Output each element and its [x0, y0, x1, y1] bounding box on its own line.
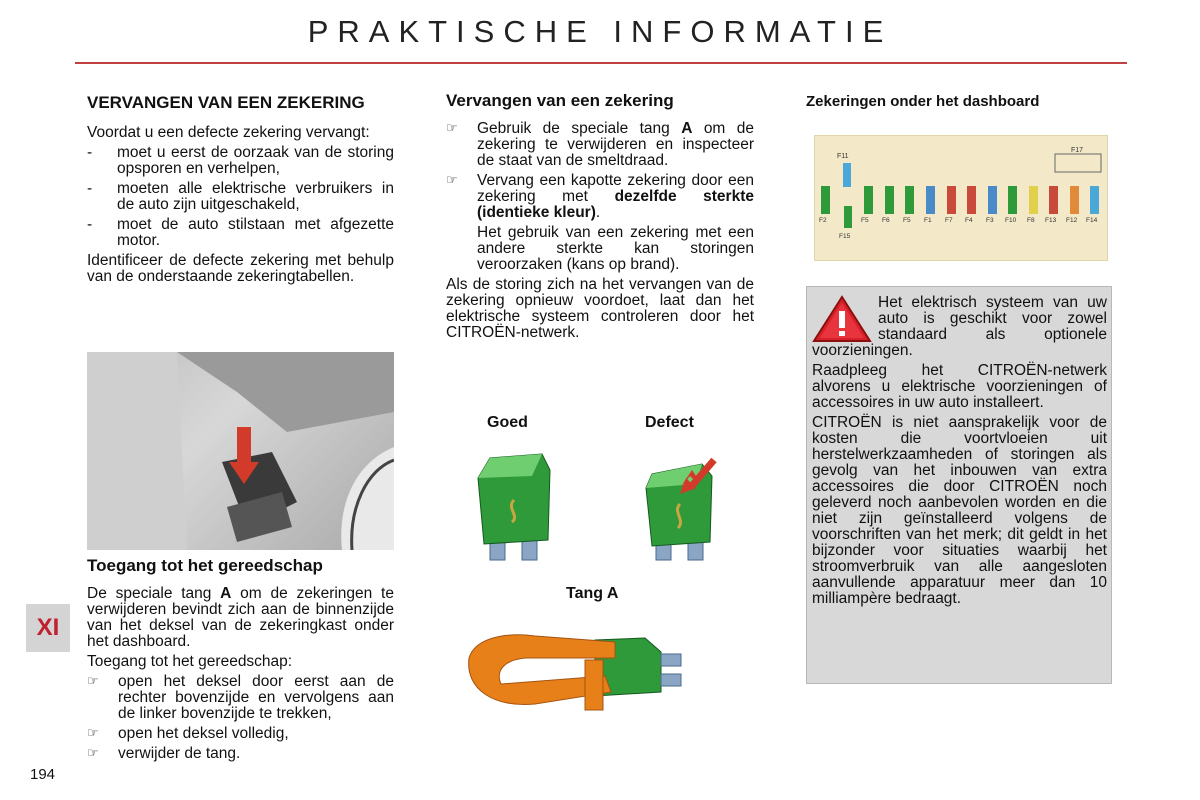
list-item: ☞ verwijder de tang. — [87, 745, 241, 762]
access-intro: Toegang tot het gereedschap: — [87, 653, 293, 670]
fuse-label: F2 — [819, 217, 827, 224]
access-heading: Toegang tot het gereedschap — [87, 556, 323, 575]
hand-pointer-icon: ☞ — [87, 745, 99, 760]
fuse-label: F11 — [837, 153, 849, 160]
dashboard-fuses-heading: Zekeringen onder het dashboard — [806, 93, 1040, 110]
fuse-label: F17 — [1071, 147, 1084, 154]
hand-pointer-icon: ☞ — [87, 673, 99, 688]
fuse-label: F12 — [1066, 217, 1078, 224]
warning-box — [806, 286, 1112, 684]
fuse-label: F4 — [965, 217, 973, 224]
fuse-puller-illustration — [465, 618, 705, 714]
list-item: ☞ open het deksel door eerst aan de rechter bovenzijde en vervolgens aan de linker bovenzijde te trekken, — [87, 673, 394, 722]
fuse-label: F7 — [945, 217, 953, 224]
access-paragraph: De speciale tang A om de zekeringen te verwijderen bevindt zich aan de binnenzijde van het deksel van de zekeringkast onder het dashboard. — [87, 585, 394, 650]
defect-fuse-illustration — [640, 448, 730, 568]
label-defect: Defect — [645, 414, 694, 431]
warning-note: Het gebruik van een zekering met een andere sterkte kan storingen veroorzaken (kans op brand). — [477, 224, 754, 273]
list-item: - moet de auto stilstaan met afgezette motor. — [87, 216, 394, 249]
fusebox-diagram — [814, 135, 1108, 261]
label-good: Goed — [487, 414, 528, 431]
warning-triangle-icon — [812, 295, 872, 343]
left-column — [87, 94, 394, 289]
fuse-label: F3 — [986, 217, 994, 224]
replace-steps — [446, 121, 754, 221]
fuse-label: F13 — [1045, 217, 1057, 224]
fuse-label: F10 — [1005, 217, 1017, 224]
list-item: ☞ Vervang een kapotte zekering door een zekering met dezelfde sterkte (identieke kleur). — [446, 172, 754, 221]
good-fuse-illustration — [470, 448, 560, 568]
fuse-label: F6 — [882, 217, 890, 224]
section-heading: VERVANGEN VAN EEN ZEKERING — [87, 93, 365, 112]
fuse-label: F1 — [924, 217, 932, 224]
list-item: ☞ open het deksel volledig, — [87, 725, 289, 742]
fusebox-photo — [87, 352, 394, 550]
intro-text: Voordat u een defecte zekering vervangt: — [87, 124, 370, 141]
page-header: PRAKTISCHE INFORMATIE — [307, 14, 893, 49]
page-number: 194 — [30, 766, 56, 783]
list-item: - moet u eerst de oorzaak van de storing opsporen en verhelpen, — [87, 144, 394, 177]
list-item: ☞ Gebruik de speciale tang A om de zekering te verwijderen en inspecteer de staat van de smeltdraad. — [446, 120, 755, 169]
after-text: Als de storing zich na het vervangen van de zekering opnieuw voordoet, laat dan het elektrische systeem controleren door het CITROËN-netwerk. — [446, 276, 754, 341]
label-tang: Tang A — [566, 585, 619, 602]
fuse-label: F5 — [903, 217, 911, 224]
left-column-lower — [87, 558, 394, 766]
warning-paragraph: Raadpleeg het CITROËN-netwerk alvorens u elektrische voorzieningen of accessoires in uw auto installeert. — [812, 362, 1107, 411]
fuse-label: F15 — [839, 233, 851, 240]
fuse-label: F14 — [1086, 217, 1098, 224]
list-item: - moeten alle elektrische verbruikers in de auto zijn uitgeschakeld, — [87, 180, 394, 213]
hand-pointer-icon: ☞ — [446, 172, 458, 187]
access-steps — [87, 674, 394, 762]
middle-column — [446, 93, 754, 345]
warning-paragraph: CITROËN is niet aansprakelijk voor de kosten die voortvloeien uit herstelwerkzaamheden of storingen als gevolg van het inbouwen van extra accessoires die door CITROËN noch geleverd noch aanbevolen worden en die niet zijn geïnstalleerd volgens de voorschriften van het merk; dit geldt in het bijzonder voor situaties waarbij het stroomverbruik van alle aangesloten aanvullende apparatuur meer dan 10 milliampère bedraagt. — [812, 414, 1107, 607]
identify-text: Identificeer de defecte zekering met behulp van de onderstaande zekeringtabellen. — [87, 252, 394, 285]
hand-pointer-icon: ☞ — [446, 120, 458, 135]
precondition-list — [87, 145, 394, 249]
warning-paragraph: Het elektrisch systeem van uw auto is geschikt voor zowel standaard als optionele voorzieningen. — [812, 294, 1107, 359]
hand-pointer-icon: ☞ — [87, 725, 99, 740]
chapter-tab: XI — [26, 604, 70, 652]
fuse-label: F8 — [1027, 217, 1035, 224]
replace-heading: Vervangen van een zekering — [446, 91, 674, 110]
header-divider — [75, 62, 1127, 64]
fuse-label: F5 — [861, 217, 869, 224]
